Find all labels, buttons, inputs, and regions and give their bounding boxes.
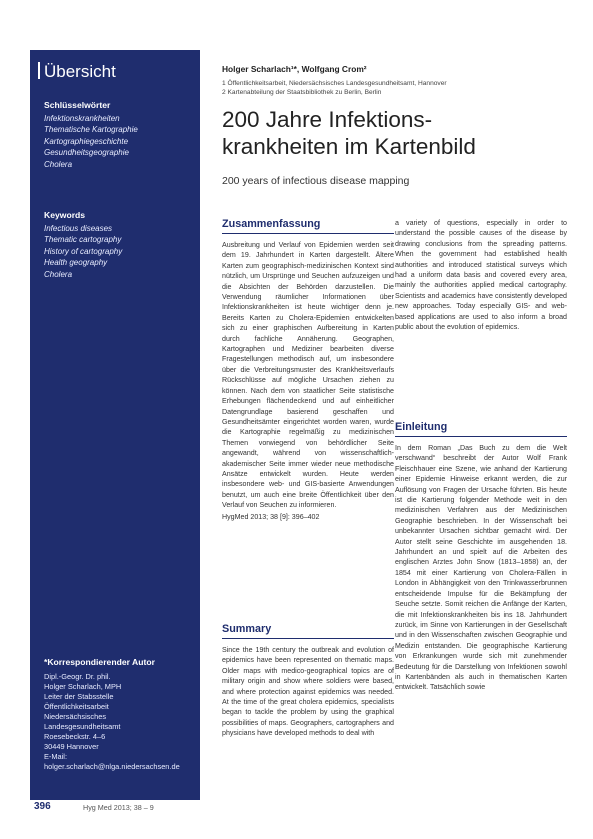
einleitung-section: [395, 421, 567, 693]
contact-heading: *Korrespondierender Autor: [44, 657, 155, 667]
contact-line: Holger Scharlach, MPH: [44, 682, 122, 691]
contact-line: 30449 Hannover: [44, 742, 99, 751]
affiliation-line: 1 Öffentlichkeitsarbeit, Niedersächsisches Landesgesundheitsamt, Hannover: [222, 80, 447, 87]
page-number: 396: [34, 801, 51, 812]
citation: HygMed 2013; 38 [9]: 396–402: [222, 512, 320, 521]
summary-section: [222, 623, 394, 739]
keyword-item: Health geography: [44, 258, 108, 268]
sidebar-title-text: Übersicht: [44, 62, 116, 81]
schlagwort-item: Thematische Kartographie: [44, 125, 138, 135]
keyword-item: Thematic cartography: [44, 235, 122, 245]
contact-line: Niedersächsisches: [44, 712, 107, 721]
contact-line: E-Mail:: [44, 752, 67, 761]
schlagwort-item: Infektionskrankheiten: [44, 114, 120, 123]
keyword-item: Infectious diseases: [44, 224, 113, 233]
zusammenfassung-heading: Zusammenfassung: [222, 218, 394, 234]
sidebar: [30, 50, 200, 800]
einleitung-heading: Einleitung: [395, 421, 567, 437]
schlagwort-item: Kartographiegeschichte: [44, 136, 129, 146]
zusammenfassung-text: Ausbreitung und Verlauf von Epidemien werden seit dem 19. Jahrhundert in Karten dargestellt. Ältere Karten zum geographisch-medizinischen Kontext sind nützlich, um Ursprünge und Seuchen aufzuzeigen und die Absichten der Behörden darzustellen. Die Verwendung räumlicher Informationen über Infektionskrankheiten ist heute wichtiger denn je. Bereits Karten zu Cholera-Epidemien entwickelten sich zu einer graphischen Aufbereitung in Karten durch fachliche Annäherung. Geographen, Kartographen und Mediziner bearbeiten diverse Fragestellungen methodisch auf, um insbesondere über die Verbreitungsmuster des Krankheitsverlaufs Rückschlüsse auf mögliche Ursachen ziehen zu können. Nach dem von staatlicher Seite statistische Erhebungen flächendeckend und auf einheitlicher Datengrundlage basierend geschaffen und Gesundheitsämter eingerichtet worden waren, wurde die Kartographie regelmäßig zu medizinischen Themen vorwiegend von behördlicher Seite angewandt, während von wissenschaftlich-akademischer Seite immer wieder neue methodische Ansätze entwickelt wurden. Heute werden insbesondere web- und GIS-basierte Anwendungen benutzt, um auch eine breite Öffentlichkeit über den Verlauf von Seuchen zu informieren.: [222, 241, 394, 510]
einleitung-text: In dem Roman „Das Buch zu dem die Welt verschwand“ beschreibt der Autor Wolf Frank Fleischhauer eine Szene, wie anhand der Kartierung einer Epidemie Hinweise erkannt werden, die zur Auflösung von Fragen der Ursache führten. Bis heute ist die Kartierung folgender Methode weit in den medizinischen Verfahren aus der Medizinischen Geographie beschrieben. In der Wissenschaft bei unbekannter Ursachen sichtbar gemacht wird. Der Autor stellt seine Geschichte im ausgehenden 18. Jahrhundert an und spielt auf die Arbeiten des englischen Arztes John Snow (1813–1858) an, der 1854 mit einer Kartierung von Cholera-Fällen in London in Abhängigkeit von den Trinkwasserbrunnen entscheidende Impulse für die Bekämpfung der Seuche setzte. Somit reichen die Anfänge der Karten, die mit Infektionskrankheiten bis ins 18. Jahrhundert zurück, im Sinne von Kartierungen in der Gesellschaft und in den Wissenschaften zwischen Geographie und Medizin entstanden. Die geographische Kartierung von Erkrankungen wurde sich mit zunehmender Bedeutung für die Darstellung von Infektionen sowohl in Kartenbänden als auch in thematischen Karten entwickelt. Tatsächlich sowie: [395, 444, 567, 692]
page-footer: [30, 800, 570, 814]
contact-line: Roesebeckstr. 4–6: [44, 732, 106, 741]
schlagwort-item: Gesundheitsgeographie: [44, 148, 129, 158]
summary-continuation-text: a variety of questions, especially in order to understand the possible causes of the disease by drawing conclusions from the spreading patterns. When the government had established health authorities and introduced statistical surveys which had a uniform data basis and covered every area, mainly the authorities applied medical cartography. Scientists and academics have consistently developed new approaches. Today especially GIS- and web-based applications are used to also inform a broad public about the evolution of epidemics.: [395, 219, 567, 332]
article-subtitle: 200 years of infectious disease mapping: [222, 175, 410, 187]
summary-continuation: [395, 218, 567, 332]
affiliations: [222, 79, 447, 97]
keywords-section: [44, 210, 122, 280]
title-line: krankheiten im Kartenbild: [222, 134, 476, 159]
title-line: 200 Jahre Infektions-: [222, 107, 433, 132]
contact-line: Öffentlichkeitsarbeit: [44, 702, 109, 711]
keyword-item: Cholera: [44, 269, 73, 279]
contact-line: Landesgesundheitsamt: [44, 722, 121, 731]
schlagwort-item: Cholera: [44, 159, 73, 169]
contact-line: Dipl.-Geogr. Dr. phil.: [44, 672, 111, 681]
keyword-item: History of cartography: [44, 246, 123, 256]
keywords-heading: Keywords: [44, 210, 86, 220]
schlagwoerter-section: [44, 100, 138, 170]
schlagwoerter-heading: Schlüsselwörter: [44, 100, 111, 110]
summary-heading: Summary: [222, 623, 394, 639]
summary-text: Since the 19th century the outbreak and evolution of epidemics have been represented on thematic maps. Older maps with medico-geographical topics are of military origin and show where soldiers were based, and where protection against epidemics was needed. At the time of the great cholera epidemics, specialists began to tackle the problem by using the graphical possibilities of maps. Geographers, cartographers and physicians have developed methods to deal with: [222, 646, 394, 738]
contact-line: Leiter der Stabsstelle: [44, 692, 114, 701]
title-bar-divider: [38, 62, 40, 79]
author-names: Holger Scharlach¹*, Wolfgang Crom²: [222, 64, 367, 74]
author-contact: [44, 657, 204, 772]
affiliation-line: 2 Kartenabteilung der Staatsbibliothek zu Berlin, Berlin: [222, 89, 382, 96]
sidebar-title: [38, 62, 116, 82]
journal-reference: Hyg Med 2013; 38 – 9: [83, 803, 154, 812]
article-title: [222, 106, 476, 160]
contact-email[interactable]: holger.scharlach@nlga.niedersachsen.de: [44, 762, 180, 771]
zusammenfassung-section: [222, 218, 394, 522]
